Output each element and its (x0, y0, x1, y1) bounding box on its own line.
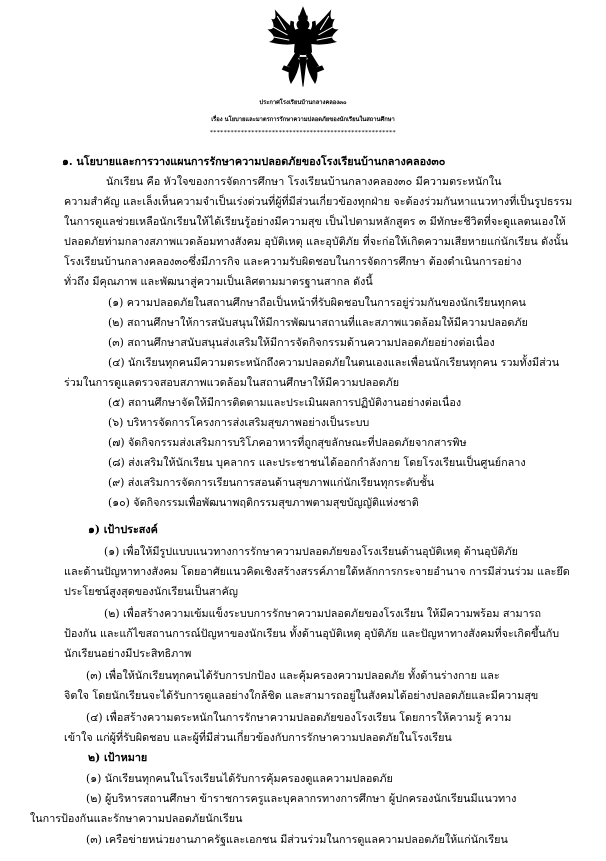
policy-item: (๘) ส่งเสริมให้นักเรียน บุคลากร และประชาชนได้ออกกำลังกาย โดยโรงเรียนเป็นศูนย์กลาง (108, 456, 526, 469)
subject-title: เรื่อง นโยบายและมาตรการรักษาความปลอดภัยของนักเรียนในสถานศึกษา (211, 117, 395, 123)
policy-item: (๙) ส่งเสริมการจัดการเรียนการสอนด้านสุขภาพแก่นักเรียนทุกระดับชั้น (108, 476, 435, 489)
objective-line: (๔) เพื่อสร้างความตระหนักในการรักษาความปลอดภัยของโรงเรียน โดยการให้ความรู้ ความ (86, 711, 512, 724)
policy-item: (๓) สถานศึกษาสนับสนุนส่งเสริมให้มีการจัดกิจกรรมด้านความปลอดภัยอย่างต่อเนื่อง (108, 336, 495, 349)
policy-item-continued: ร่วมในการดูแลตรวจสอบสภาพแวดล้อมในสถานศึกษาให้มีความปลอดภัย (64, 376, 400, 389)
policy-item: (๑๐) จัดกิจกรรมเพื่อพัฒนาพฤติกรรมสุขภาพตามสุขบัญญัติแห่งชาติ (108, 496, 419, 509)
policy-item: (๖) บริหารจัดการโครงการส่งเสริมสุขภาพอย่างเป็นระบบ (108, 416, 370, 429)
objective-line: และด้านปัญหาทางสังคม โดยอาศัยแนวคิดเชิงสร้างสรรค์ภายใต้หลักการกระจายอำนาจ การมีส่วนร่วม และยึด (64, 565, 570, 578)
garuda-emblem-icon (260, 4, 346, 90)
objective-line: นักเรียนอย่างมีประสิทธิภาพ (64, 647, 192, 660)
policy-item: (๔) นักเรียนทุกคนมีความตระหนักถึงความปลอดภัยในตนเองและเพื่อนนักเรียนทุกคน รวมทั้งมีส่วน (108, 356, 560, 369)
intro-line: ความสำคัญ และเล็งเห็นความจำเป็นเร่งด่วนที่ผู้ที่มีส่วนเกี่ยวข้องทุกฝ่าย จะต้องร่วมกันหาแนวทางที่เป็นรูปธรรม (64, 195, 573, 208)
target-line: ในการป้องกันและรักษาความปลอดภัยนักเรียน (30, 812, 243, 825)
objectives-title: ๑) เป้าประสงค์ (88, 523, 158, 536)
objective-line: (๓) เพื่อให้นักเรียนทุกคนได้รับการปกป้อง และคุ้มครองความปลอดภัย ทั้งด้านร่างกาย และ (86, 669, 500, 682)
policy-item: (๑) ความปลอดภัยในสถานศึกษาถือเป็นหน้าที่รับผิดชอบในการอยู่ร่วมกันของนักเรียนทุกคน (108, 296, 526, 309)
separator-line: ****************************************************** (209, 130, 397, 136)
objective-line: เข้าใจ แก่ผู้ที่รับผิดชอบ และผู้ที่มีส่วนเกี่ยวข้องกับการรักษาความปลอดภัยในโรงเรียน (64, 731, 452, 744)
targets-title: ๒) เป้าหมาย (88, 751, 148, 764)
section1-title: ๑. นโยบายและการวางแผนการรักษาความปลอดภัยของโรงเรียนบ้านกลางคลอง๓๐ (62, 155, 446, 168)
target-line: (๑) นักเรียนทุกคนในโรงเรียนได้รับการคุ้มครองดูแลความปลอดภัย (86, 772, 393, 785)
intro-line: ในการดูแลช่วยเหลือนักเรียนให้ได้เรียนรู้อย่างมีความสุข เป็นไปตามหลักสูตร ๓ มีทักษะชีวิตที่จะดูแลตนเองให้ (64, 215, 566, 228)
policy-item: (๗) จัดกิจกรรมส่งเสริมการบริโภคอาหารที่ถูกสุขลักษณะที่ปลอดภัยจากสารพิษ (108, 436, 467, 449)
intro-line: นักเรียน คือ หัวใจของการจัดการศึกษา โรงเรียนบ้านกลางคลอง๓๐ มีความตระหนักใน (106, 175, 502, 188)
intro-line: โรงเรียนบ้านกลางคลอง๓๐ซึ่งมีภารกิจ และความรับผิดชอบในการจัดการศึกษา ต้องดำเนินการอย่าง (64, 255, 522, 268)
objective-line: (๑) เพื่อให้มีรูปแบบแนวทางการรักษาความปลอดภัยของโรงเรียนด้านอุบัติเหตุ ด้านอุบัติภัย (104, 545, 518, 558)
objective-line: ป้องกัน และแก้ไขสถานการณ์ปัญหาของนักเรียน ทั้งด้านอุบัติเหตุ อุบัติภัย และปัญหาทางสังคมที่จะเกิดขึ้นกับ (64, 627, 560, 640)
target-line: (๒) ผู้บริหารสถานศึกษา ข้าราชการครูและบุคลากรทางการศึกษา ผู้ปกครองนักเรียนมีแนวทาง (86, 792, 517, 805)
policy-item: (๕) สถานศึกษาจัดให้มีการติดตามและประเมินผลการปฏิบัติงานอย่างต่อเนื่อง (108, 396, 462, 409)
objective-line: (๒) เพื่อสร้างความเข้มแข็งระบบการรักษาความปลอดภัยของโรงเรียน ให้มีความพร้อม สามารถ (104, 607, 542, 620)
objective-line: ประโยชน์สูงสุดของนักเรียนเป็นสาคัญ (64, 585, 238, 598)
policy-item: (๒) สถานศึกษาให้การสนับสนุนให้มีการพัฒนาสถานที่และสภาพแวดล้อมให้มีความปลอดภัย (108, 316, 528, 329)
objective-line: จิตใจ โดยนักเรียนจะได้รับการดูแลอย่างใกล้ชิด และสามารถอยู่ในสังคมได้อย่างปลอดภัยและมีความสุข (64, 689, 539, 702)
target-line: (๓) เครือข่ายหน่วยงานภาครัฐและเอกชน มีส่วนร่วมในการดูแลความปลอดภัยให้แก่นักเรียน (86, 833, 508, 846)
intro-line: ปลอดภัยท่ามกลางสภาพแวดล้อมทางสังคม อุบัติเหตุ และอุบัติภัย ที่จะก่อให้เกิดความเสียหายแก่นักเรียน ดังนั้น (64, 235, 569, 248)
announcement-title: ประกาศโรงเรียนบ้านกลางคลอง๓๐ (259, 100, 347, 106)
intro-line: ทั่วถึง มีคุณภาพ และพัฒนาสู่ความเป็นเลิศตามมาตรฐานสากล ดังนี้ (64, 275, 373, 288)
